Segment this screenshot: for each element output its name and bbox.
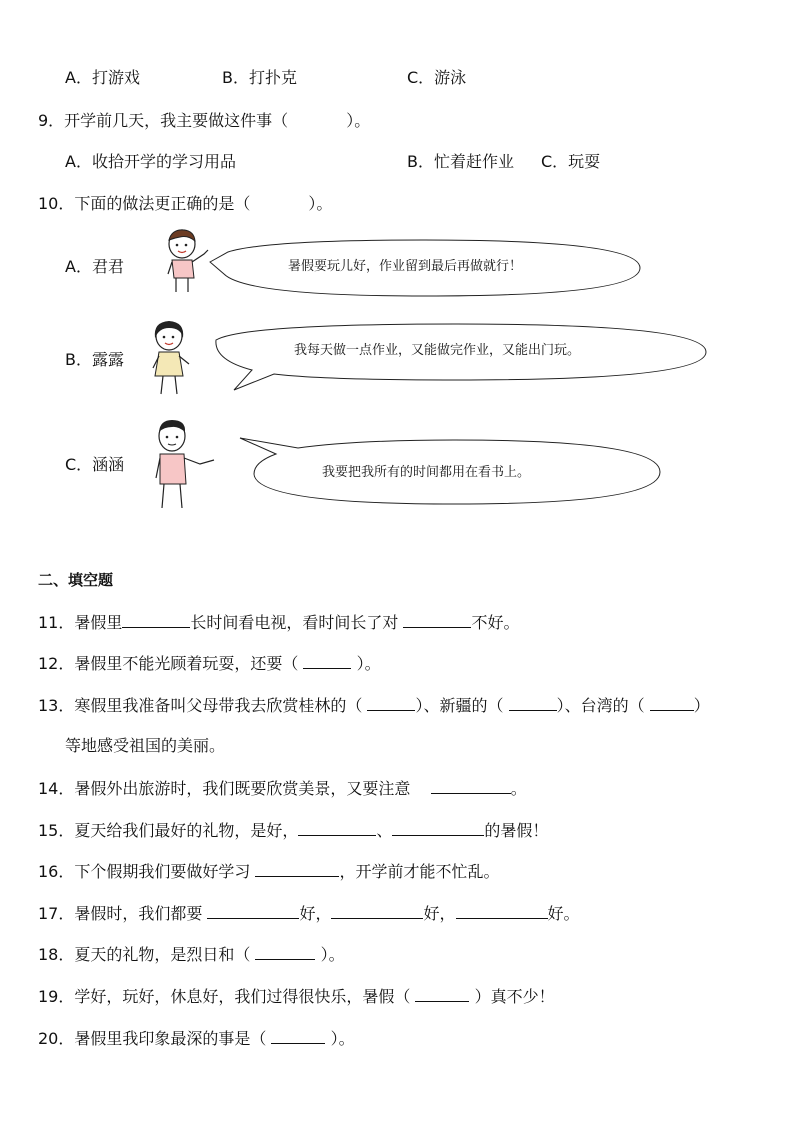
q10-option-c-label: C．涵涵 bbox=[65, 455, 125, 474]
question-16: 16．下个假期我们要做好学习 ，开学前才能不忙乱。 bbox=[38, 862, 500, 881]
question-13-line-2: 等地感受祖国的美丽。 bbox=[65, 736, 226, 755]
q11-blank-1[interactable] bbox=[122, 611, 190, 628]
q10-option-a-speech: 暑假要玩儿好，作业留到最后再做就行！ bbox=[288, 259, 523, 274]
q10-option-b-speech-bubble bbox=[204, 318, 712, 394]
q9-stem: 9．开学前几天，我主要做这件事（ bbox=[38, 111, 289, 130]
q11-blank-2[interactable] bbox=[403, 611, 471, 628]
q9-option-a: A．收拾开学的学习用品 bbox=[65, 152, 236, 171]
question-15: 15．夏天给我们最好的礼物，是好， 、 的暑假！ bbox=[38, 821, 549, 840]
q16-blank[interactable] bbox=[255, 860, 339, 877]
q10-stem: 10．下面的做法更正确的是（ bbox=[38, 194, 251, 213]
q17-blank-3[interactable] bbox=[456, 902, 548, 919]
boy-hanhan-illustration bbox=[150, 418, 220, 512]
question-12: 12．暑假里不能光顾着玩耍，还要（ ）。 bbox=[38, 654, 381, 673]
q18-blank[interactable] bbox=[255, 943, 315, 960]
q9-option-c: C．玩耍 bbox=[541, 152, 601, 171]
question-18: 18．夏天的礼物，是烈日和（ ）。 bbox=[38, 945, 345, 964]
question-19: 19．学好，玩好，休息好，我们过得很快乐，暑假（ ）真不少！ bbox=[38, 987, 555, 1006]
q14-blank[interactable] bbox=[431, 777, 511, 794]
q10-option-c-speech: 我要把我所有的时间都用在看书上。 bbox=[322, 465, 531, 480]
q8-option-b: B．打扑克 bbox=[222, 68, 297, 87]
q8-option-c: C．游泳 bbox=[407, 68, 467, 87]
q15-blank-2[interactable] bbox=[392, 819, 484, 836]
q9-option-b: B．忙着赶作业 bbox=[407, 152, 514, 171]
q19-blank[interactable] bbox=[415, 985, 469, 1002]
q17-blank-2[interactable] bbox=[331, 902, 423, 919]
question-9: 9．开学前几天，我主要做这件事（ ）。 bbox=[38, 111, 371, 130]
question-20: 20．暑假里我印象最深的事是（ ）。 bbox=[38, 1029, 355, 1048]
q20-blank[interactable] bbox=[271, 1027, 325, 1044]
question-13: 13．寒假里我准备叫父母带我去欣赏桂林的（ ）、新疆的（ ）、台湾的（ ） bbox=[38, 696, 710, 715]
q13-blank-2[interactable] bbox=[509, 694, 557, 711]
q10-option-b-speech: 我每天做一点作业，又能做完作业，又能出门玩。 bbox=[294, 343, 581, 358]
section-2-title: 二、填空题 bbox=[38, 571, 114, 589]
q8-option-a: A．打游戏 bbox=[65, 68, 140, 87]
q10-option-c-speech-bubble bbox=[236, 432, 666, 510]
q17-blank-1[interactable] bbox=[207, 902, 299, 919]
question-14: 14．暑假外出旅游时，我们既要欣赏美景，又要注意 。 bbox=[38, 779, 527, 798]
q10-option-a-speech-bubble bbox=[206, 232, 646, 304]
girl-lulu-illustration bbox=[145, 318, 201, 398]
q13-blank-1[interactable] bbox=[367, 694, 415, 711]
question-17: 17．暑假时，我们都要 好， 好， 好。 bbox=[38, 904, 580, 923]
q15-blank-1[interactable] bbox=[298, 819, 376, 836]
q13-blank-3[interactable] bbox=[650, 694, 694, 711]
q10-option-a-label: A．君君 bbox=[65, 257, 124, 276]
q12-blank[interactable] bbox=[303, 652, 351, 669]
question-11: 11．暑假里 长时间看电视，看时间长了对 不好。 bbox=[38, 613, 520, 632]
q10-option-b-label: B．露露 bbox=[65, 350, 124, 369]
question-10: 10．下面的做法更正确的是（ ）。 bbox=[38, 194, 333, 213]
